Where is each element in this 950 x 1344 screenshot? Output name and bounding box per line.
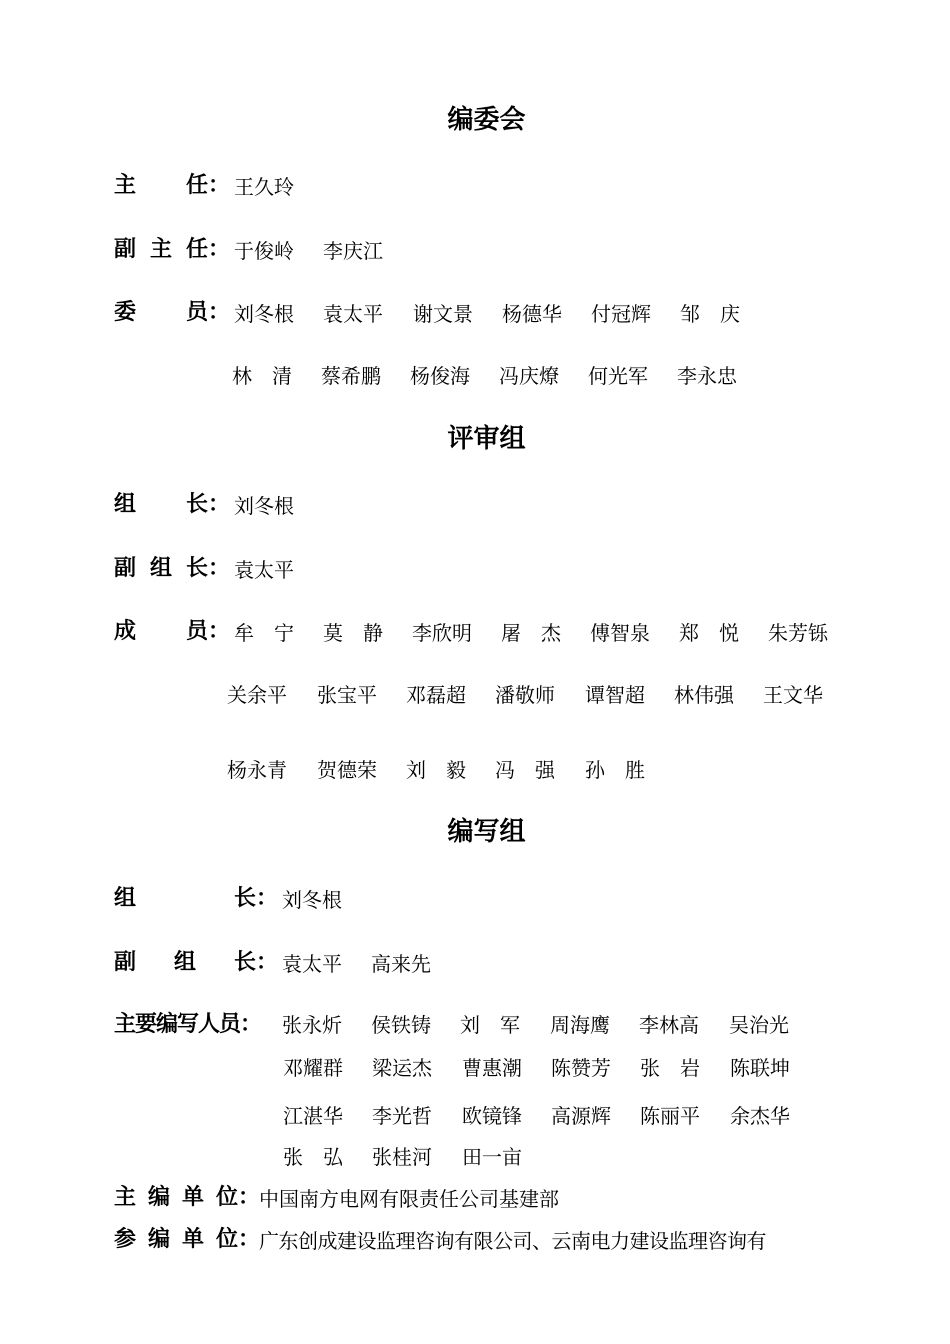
writing-leader-name: 刘冬根 xyxy=(282,888,342,912)
review-leader-name: 刘冬根 xyxy=(234,494,294,518)
section-title-review-group: 评审组 xyxy=(447,424,526,454)
chief-unit-name: 中国南方电网有限责任公司基建部 xyxy=(259,1187,559,1211)
document-page: 编委会 主 任： 王久玲 副 主 任： 于俊岭 李庆江 委 员： 刘冬根 袁太平 谢文景 杨德华 付冠辉 邹 庆 林 清 蔡希鹏 杨俊海 冯庆燎 何光军 李永忠 评审组 组 长： 刘冬根 副 组 长： 袁太平 成 员： 牟 宁 莫 静 李欣明 屠 杰 傅智泉 郑 悦 朱芳铄 关余平 张宝平 邓磊超 潘敬师 谭智超 林伟强 王文华 杨永青 贺德荣 刘 毅 冯 强 孙 胜 编写组 组 长： 刘冬根 副 组 长： 袁太平 高来先 主要编写人员： 张永炘 侯铁铸 刘 军 周海鹰 李林高 吴治光 邓耀群 梁运杰 曹惠潮 陈赞芳 张 岩 陈联坤 江湛华 李光哲 欧镜锋 高源辉 陈丽平 余杰华 张 弘 张桂河 田一亩 主 编 单 位： 中国南方电网有限责任公司基建部 参 编 单 位： 广东创成建设监理咨询有限公司、云南电力建设监理咨询有 xyxy=(0,0,950,1344)
co-unit-name: 广东创成建设监理咨询有限公司、云南电力建设监理咨询有 xyxy=(259,1229,766,1253)
director-name: 王久玲 xyxy=(234,175,294,199)
section-title-writing-group: 编写组 xyxy=(447,817,526,847)
section-title-editorial-board: 编委会 xyxy=(447,105,526,135)
review-vice-leader-name: 袁太平 xyxy=(234,558,294,582)
